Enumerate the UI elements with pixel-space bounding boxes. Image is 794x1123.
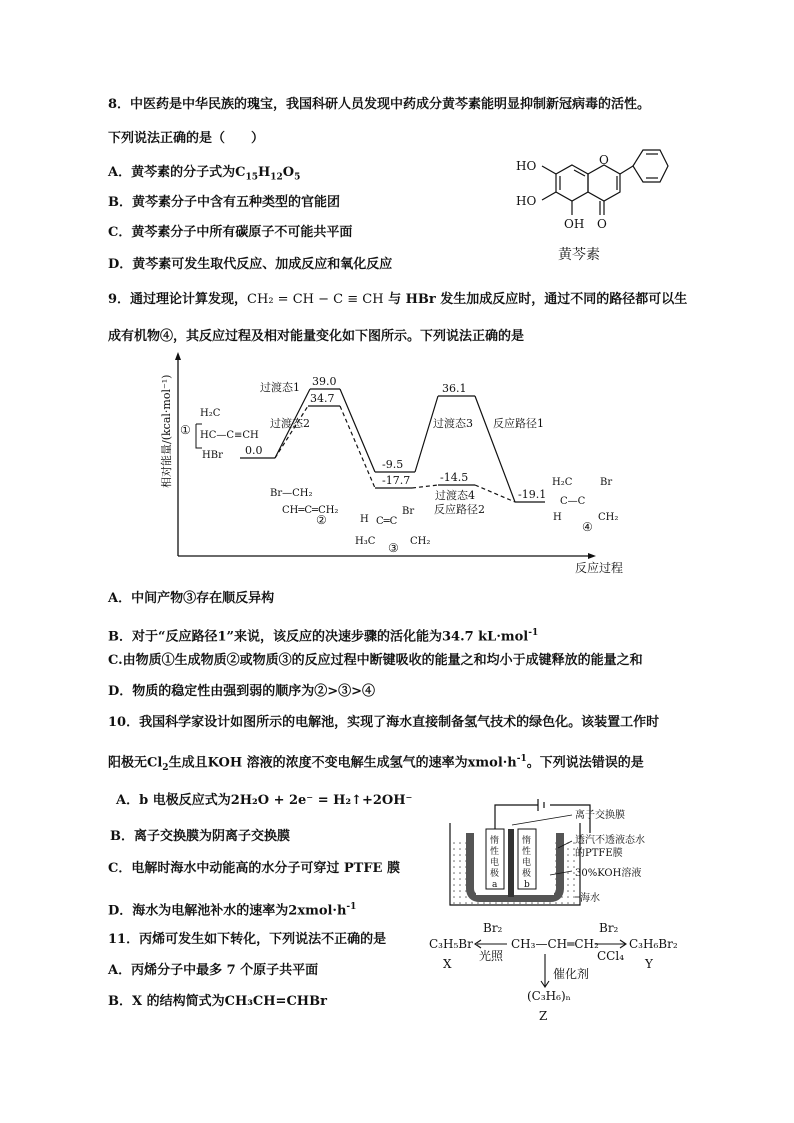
ho-label-2: HO xyxy=(516,194,537,208)
y-formula: C₃H₆Br₂ xyxy=(629,937,678,951)
q11-stem: 11．丙烯可发生如下转化，下列说法不正确的是 xyxy=(108,932,387,947)
ts2-label: 过渡态2 xyxy=(270,417,310,430)
q10-option-c: C．电解时海水中动能高的水分子可穿过 PTFE 膜 xyxy=(108,861,400,876)
species-1: ① xyxy=(180,423,191,437)
label-m177: -17.7 xyxy=(382,474,411,487)
baicalein-structure xyxy=(500,135,680,265)
br2-top: Br₂ xyxy=(483,921,503,935)
z-label: Z xyxy=(539,1009,548,1023)
q10-stem-line1: 10．我国科学家设计如图所示的电解池，实现了海水直接制备氢气技术的绿色化。该装置工作时 xyxy=(108,715,660,730)
x-label: X xyxy=(443,957,452,971)
label-membrane: 离子交换膜 xyxy=(575,810,625,821)
q8-option-b: B．黄芩素分子中含有五种类型的官能团 xyxy=(108,195,340,210)
svg-text:电: 电 xyxy=(522,858,532,868)
energy-profile-chart xyxy=(150,348,640,580)
svg-text:CH₂: CH₂ xyxy=(410,536,431,547)
svg-text:惰: 惰 xyxy=(490,836,500,846)
catalyst-label: 催化剂 xyxy=(553,967,590,981)
q8-option-a: A．黄芩素的分子式为$C_{15}H_{12}O_5$ xyxy=(108,165,301,183)
q10-option-b: B．离子交换膜为阴离子交换膜 xyxy=(110,829,290,844)
species-4: ④ xyxy=(582,520,593,534)
svg-text:电: 电 xyxy=(490,858,500,868)
svg-text:Br: Br xyxy=(402,506,415,517)
svg-text:a: a xyxy=(492,880,498,890)
y-label: Y xyxy=(645,957,653,971)
ts3-label: 过渡态3 xyxy=(433,417,473,430)
ts4-label: 过渡态4 xyxy=(435,489,475,502)
q9-option-b: B．对于“反应路径1”来说，该反应的决速步骤的活化能为34.7 kL·mol$^{-1}$ xyxy=(108,628,539,645)
q8-stem-line2: 下列说法正确的是（ ） xyxy=(108,131,265,146)
label-0: 0.0 xyxy=(245,444,263,457)
svg-text:C═C: C═C xyxy=(376,516,398,527)
svg-text:b: b xyxy=(524,880,530,890)
z-formula: (C₃H₆)ₙ xyxy=(527,989,571,1003)
label-m191: -19.1 xyxy=(518,488,547,501)
x-axis-label: 反应过程 xyxy=(575,561,624,575)
x-formula: C₃H₅Br xyxy=(429,937,473,951)
svg-text:H: H xyxy=(553,512,562,523)
svg-text:极: 极 xyxy=(490,869,500,879)
svg-text:性: 性 xyxy=(522,847,532,857)
q8-option-c: C．黄芩素分子中所有碳原子不可能共平面 xyxy=(108,225,353,240)
svg-text:C—C: C—C xyxy=(560,496,586,507)
ccl4-label: CCl₄ xyxy=(597,949,625,963)
q10-option-d: D．海水为电解池补水的速率为$2xmol\cdot h^{-1}$ xyxy=(108,902,357,919)
label-347: 34.7 xyxy=(310,392,335,405)
label-361: 36.1 xyxy=(442,382,467,395)
q11-option-b: B．X 的结构简式为CH₃CH=CHBr xyxy=(108,994,327,1009)
svg-text:HBr: HBr xyxy=(202,450,223,461)
svg-text:CH═C═CH₂: CH═C═CH₂ xyxy=(282,505,339,516)
q8-option-d: D．黄芩素可发生取代反应、加成反应和氧化反应 xyxy=(108,257,393,272)
br2-right: Br₂ xyxy=(599,921,619,935)
svg-text:CH₂: CH₂ xyxy=(598,512,619,523)
q10-option-a: A．b 电极反应式为2H₂O + 2e⁻ = H₂↑+2OH⁻ xyxy=(116,793,413,808)
svg-text:Br—CH₂: Br—CH₂ xyxy=(270,488,313,499)
species-2: ② xyxy=(316,513,327,527)
label-39: 39.0 xyxy=(312,375,337,388)
svg-text:H₃C: H₃C xyxy=(355,536,376,547)
path1-label: 反应路径1 xyxy=(493,417,544,430)
species-3: ③ xyxy=(388,541,399,555)
svg-text:H₂C: H₂C xyxy=(552,477,573,488)
q11-option-a: A．丙烯分子中最多 7 个原子共平面 xyxy=(108,963,319,978)
q9-option-c: C.由物质①生成物质②或物质③的反应过程中断键吸收的能量之和均小于成键释放的能量之和 xyxy=(108,653,643,668)
electrolysis-cell-diagram xyxy=(440,793,690,913)
q9-option-a: A．中间产物③存在顺反异构 xyxy=(108,591,275,606)
svg-text:Br: Br xyxy=(600,477,613,488)
label-seawater: 海水 xyxy=(580,893,600,904)
label-ptfe-1: 透汽不透液态水 xyxy=(575,835,645,846)
ts1-label: 过渡态1 xyxy=(260,381,300,394)
y-axis-label: 相对能量/(kcal·mol⁻¹) xyxy=(160,374,173,488)
oh-label: OH xyxy=(564,217,585,231)
svg-text:H: H xyxy=(360,514,369,525)
label-m145: -14.5 xyxy=(440,471,469,484)
q9-option-d: D．物质的稳定性由强到弱的顺序为②>③>④ xyxy=(108,684,376,699)
svg-text:HC—C≡CH: HC—C≡CH xyxy=(200,430,259,441)
svg-text:惰: 惰 xyxy=(522,836,532,846)
ring-o-label: O xyxy=(599,153,609,167)
label-m95: -9.5 xyxy=(382,458,404,471)
label-ptfe-2: 的PTFE膜 xyxy=(575,848,623,859)
molecule-name: 黄芩素 xyxy=(558,247,600,263)
q10-stem-line2: 阳极无$Cl_2$生成且KOH 溶液的浓度不变电解生成氢气的速率为$xmol\cdot h^{-1}$。下列说法错误的是 xyxy=(108,754,644,773)
svg-text:H₂C: H₂C xyxy=(200,408,221,419)
svg-text:极: 极 xyxy=(522,869,532,879)
svg-text:性: 性 xyxy=(490,847,500,857)
propene-reaction-scheme xyxy=(425,918,695,1026)
label-koh: 30%KOH溶液 xyxy=(575,868,642,879)
q9-stem-line1: 9．通过理论计算发现，CH₂ = CH − C ≡ CH 与 HBr 发生加成反应时，通过不同的路径都可以生 xyxy=(108,292,688,307)
carbonyl-o-label: O xyxy=(597,217,607,231)
q8-stem-line1: 8．中医药是中华民族的瑰宝，我国科研人员发现中药成分黄芩素能明显抑制新冠病毒的活性。 xyxy=(108,97,651,112)
propene-center: CH₃—CH═CH₂ xyxy=(511,937,599,951)
q9-stem-line2: 成有机物④，其反应过程及相对能量变化如下图所示。下列说法正确的是 xyxy=(108,329,525,344)
cond-light: 光照 xyxy=(479,949,504,963)
ho-label-1: HO xyxy=(516,159,537,173)
path2-label: 反应路径2 xyxy=(434,503,485,516)
